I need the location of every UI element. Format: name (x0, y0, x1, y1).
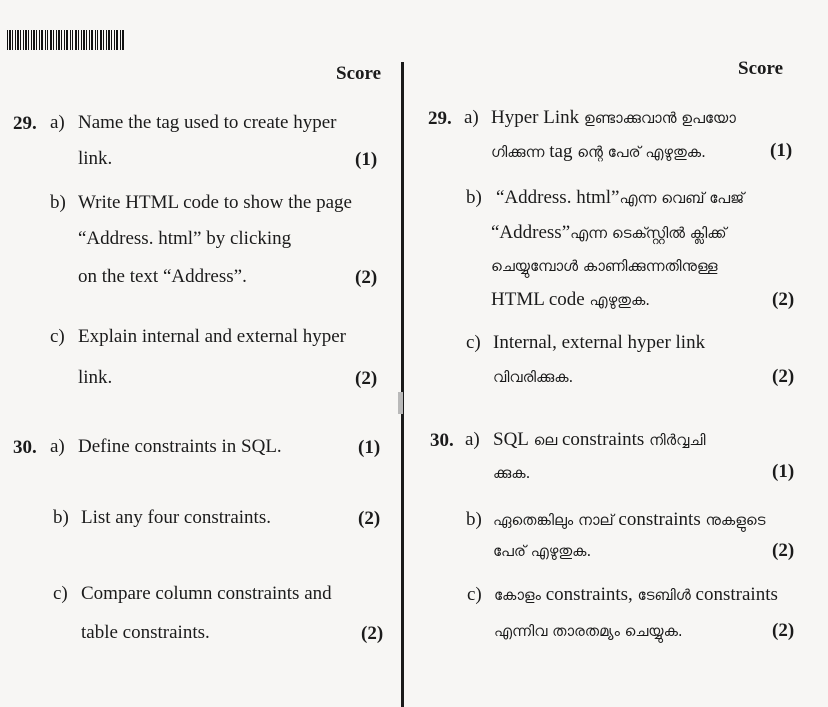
q30c-marks-right: (2) (772, 620, 795, 641)
q30a-letter-right: a) (465, 429, 480, 450)
q30a-line2-right: ക്കുക. (493, 464, 531, 482)
q29b-line3-right: ചെയ്യുമ്പോൾ കാണിക്കുന്നതിനുള്ള (491, 257, 718, 275)
score-header-left: Score (336, 63, 382, 84)
q29a-letter-left: a) (50, 112, 65, 133)
q29a-line2-left: link. (78, 148, 113, 169)
q30a-marks-right: (1) (772, 461, 795, 482)
q29b-letter-left: b) (50, 192, 66, 213)
q30b-letter-right: b) (466, 509, 482, 530)
q29b-line4-right: HTML code എഴുതുക. (491, 289, 651, 310)
q30a-line1-left: Define constraints in SQL. (78, 436, 282, 457)
question-30-number-right: 30. (430, 430, 454, 451)
q30b-line1-right: ഏതെങ്കിലും നാല് constraints നുകളുടെ (493, 509, 766, 530)
q29a-marks-left: (1) (355, 149, 378, 170)
q29c-line1-right: Internal, external hyper link (493, 332, 706, 353)
question-29-number-left: 29. (13, 113, 37, 134)
q29b-marks-right: (2) (772, 289, 795, 310)
score-header-right: Score (738, 58, 784, 79)
q30a-marks-left: (1) (358, 437, 381, 458)
barcode (7, 30, 125, 50)
q29b-line1-left: Write HTML code to show the page (78, 192, 352, 213)
q30a-letter-left: a) (50, 436, 65, 457)
q29a-letter-right: a) (464, 107, 479, 128)
q30c-line1-right: കോളം constraints, ടേബിൾ constraints (494, 584, 778, 605)
question-30-number-left: 30. (13, 437, 37, 458)
q30c-letter-right: c) (467, 584, 482, 605)
q30a-line1-right: SQL ലെ constraints നിർവ്വചി (493, 429, 706, 450)
q30c-line2-right: എന്നിവ താരതമ്യം ചെയ്യുക. (494, 622, 683, 640)
q30b-marks-left: (2) (358, 508, 381, 529)
q29a-line1-left: Name the tag used to create hyper (78, 112, 337, 133)
column-divider (401, 62, 404, 707)
q30b-letter-left: b) (53, 507, 69, 528)
q30b-marks-right: (2) (772, 540, 795, 561)
q29b-marks-left: (2) (355, 267, 378, 288)
q30c-line1-left: Compare column constraints and (81, 583, 332, 604)
q29b-letter-right: b) (466, 187, 482, 208)
q30b-line1-left: List any four constraints. (81, 507, 271, 528)
q30c-line2-left: table constraints. (81, 622, 210, 643)
q29b-line3-left: on the text “Address”. (78, 266, 247, 287)
q29a-line1-right: Hyper Link ഉണ്ടാക്കുവാൻ ഉപയോ (491, 107, 736, 128)
q30c-marks-left: (2) (361, 623, 384, 644)
q29c-marks-left: (2) (355, 368, 378, 389)
q29c-line2-right: വിവരിക്കുക. (493, 368, 574, 386)
scan-mark (398, 392, 403, 414)
q29b-line2-right: “Address”എന്ന ടെക്സ്റ്റിൽ ക്ലിക്ക് (491, 222, 727, 243)
q29b-line2-left: “Address. html” by clicking (78, 228, 292, 249)
q29c-line2-left: link. (78, 367, 113, 388)
q30b-line2-right: പേര് എഴുതുക. (493, 542, 592, 560)
q29c-letter-left: c) (50, 326, 65, 347)
question-29-number-right: 29. (428, 108, 452, 129)
q30c-letter-left: c) (53, 583, 68, 604)
q29a-line2-right: ഗിക്കുന്ന tag ന്റെ പേര് എഴുതുക. (491, 141, 706, 162)
q29a-marks-right: (1) (770, 140, 793, 161)
q29c-marks-right: (2) (772, 366, 795, 387)
q29c-line1-left: Explain internal and external hyper (78, 326, 347, 347)
q29c-letter-right: c) (466, 332, 481, 353)
q29b-line1-right: “Address. html”എന്ന വെബ് പേജ് (496, 187, 745, 208)
